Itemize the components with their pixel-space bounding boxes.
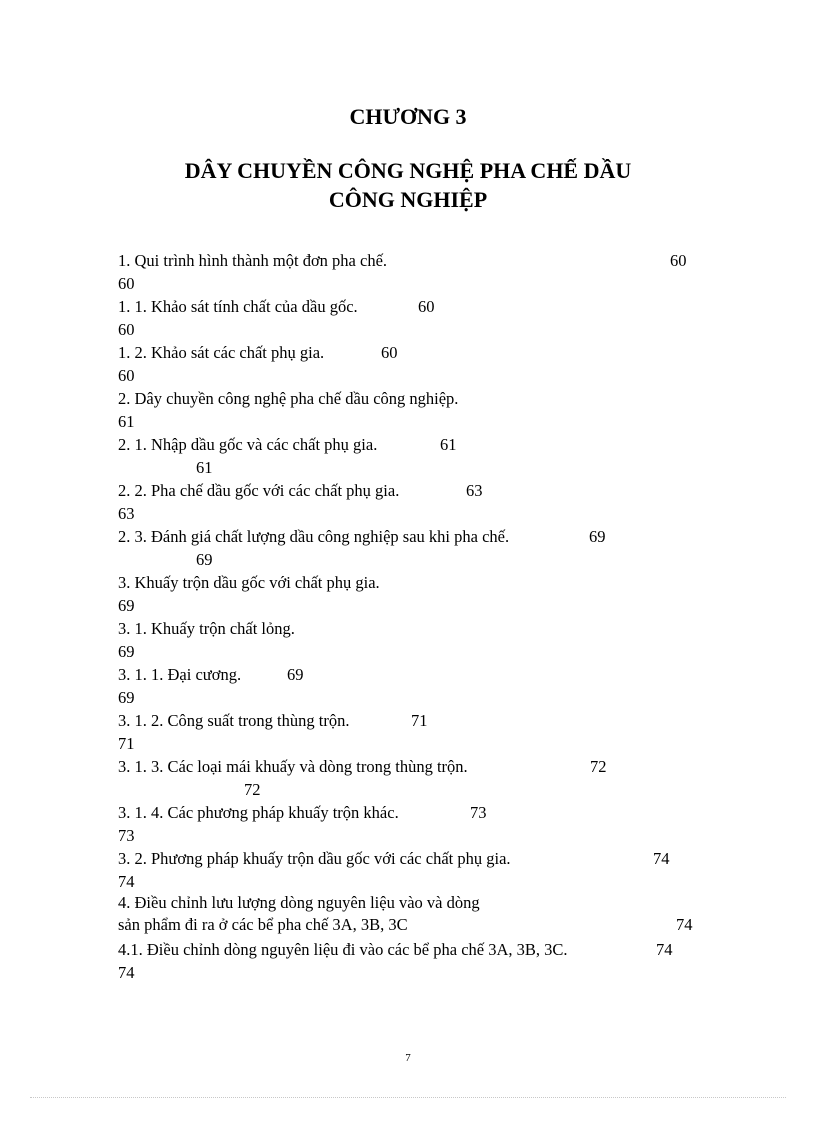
chapter-title-line-1: DÂY CHUYỀN CÔNG NGHỆ PHA CHẾ DẦU bbox=[184, 158, 632, 183]
toc-entry-page: 74 bbox=[656, 940, 673, 959]
toc-entry-page-wrapped: 60 bbox=[118, 274, 135, 293]
toc-entry-text: 2. Dây chuyền công nghệ pha chế dầu công nghiệp. bbox=[118, 389, 459, 408]
toc-entry-page: 71 bbox=[411, 711, 428, 730]
toc-entry-text: 2. 3. Đánh giá chất lượng dầu công nghiệp sau khi pha chế. bbox=[118, 527, 510, 546]
toc-entry-page-wrapped: 61 bbox=[118, 412, 135, 431]
page-bottom-divider bbox=[30, 1097, 786, 1098]
page-number: 7 bbox=[405, 1052, 411, 1064]
toc-entry-page-wrapped: 69 bbox=[118, 642, 135, 661]
toc-entry-page-wrapped: 71 bbox=[118, 734, 135, 753]
toc-entry-text: 4. Điều chỉnh lưu lượng dòng nguyên liệu vào và dòng bbox=[118, 893, 480, 912]
toc-entry-page-wrapped: 69 bbox=[196, 550, 213, 569]
toc-entry-page: 60 bbox=[381, 343, 398, 362]
toc-entry-text: 1. 1. Khảo sát tính chất của dầu gốc. bbox=[118, 297, 358, 316]
toc-entry-text-continued: sản phẩm đi ra ở các bể pha chế 3A, 3B, 3C bbox=[118, 915, 408, 934]
toc-entry-page-wrapped: 73 bbox=[118, 826, 135, 845]
toc-entry-text: 3. 2. Phương pháp khuấy trộn dầu gốc với các chất phụ gia. bbox=[118, 849, 511, 868]
chapter-title-line-2: CÔNG NGHIỆP bbox=[328, 187, 488, 212]
toc-entry-text: 1. 2. Khảo sát các chất phụ gia. bbox=[118, 343, 325, 362]
toc-entry-page-wrapped: 60 bbox=[118, 366, 135, 385]
toc-entry-text: 3. 1. 4. Các phương pháp khuấy trộn khác. bbox=[118, 803, 399, 822]
toc-entry-page-wrapped: 60 bbox=[118, 320, 135, 339]
chapter-title bbox=[0, 156, 816, 214]
toc-entry-text: 3. 1. Khuấy trộn chất lỏng. bbox=[118, 619, 295, 638]
toc-entry-text: 2. 1. Nhập dầu gốc và các chất phụ gia. bbox=[118, 435, 378, 454]
toc-entry-page: 73 bbox=[470, 803, 487, 822]
toc-entry-page: 74 bbox=[653, 849, 670, 868]
toc-entry-text: 3. 1. 2. Công suất trong thùng trộn. bbox=[118, 711, 350, 730]
toc-entry-text: 3. Khuấy trộn dầu gốc với chất phụ gia. bbox=[118, 573, 380, 592]
toc-entry-page: 69 bbox=[287, 665, 304, 684]
toc-entry-page: 72 bbox=[590, 757, 607, 776]
toc-entry-page: 63 bbox=[466, 481, 483, 500]
toc-entry-page-wrapped: 69 bbox=[118, 688, 135, 707]
chapter-heading: CHƯƠNG 3 bbox=[349, 104, 467, 129]
toc-entry-page-wrapped: 74 bbox=[118, 872, 135, 891]
toc-entry-text: 4.1. Điều chỉnh dòng nguyên liệu đi vào các bể pha chế 3A, 3B, 3C. bbox=[118, 940, 568, 959]
toc-entry-page: 74 bbox=[676, 915, 693, 934]
toc-entry-page-wrapped: 63 bbox=[118, 504, 135, 523]
toc-entry-text: 3. 1. 1. Đại cương. bbox=[118, 665, 242, 684]
toc-entry-text: 2. 2. Pha chế dầu gốc với các chất phụ gia. bbox=[118, 481, 400, 500]
toc-entry-page-wrapped: 72 bbox=[244, 780, 261, 799]
toc-entry-page-wrapped: 74 bbox=[118, 963, 135, 982]
toc-entry-page: 60 bbox=[418, 297, 435, 316]
toc-entry-page: 60 bbox=[670, 251, 687, 270]
toc-entry-page: 61 bbox=[440, 435, 457, 454]
toc-entry-page-wrapped: 61 bbox=[196, 458, 213, 477]
toc-entry-page: 69 bbox=[589, 527, 606, 546]
toc-entry-page-wrapped: 69 bbox=[118, 596, 135, 615]
toc-entry-text: 3. 1. 3. Các loại mái khuấy và dòng trong thùng trộn. bbox=[118, 757, 468, 776]
toc-entry-text: 1. Qui trình hình thành một đơn pha chế. bbox=[118, 251, 388, 270]
